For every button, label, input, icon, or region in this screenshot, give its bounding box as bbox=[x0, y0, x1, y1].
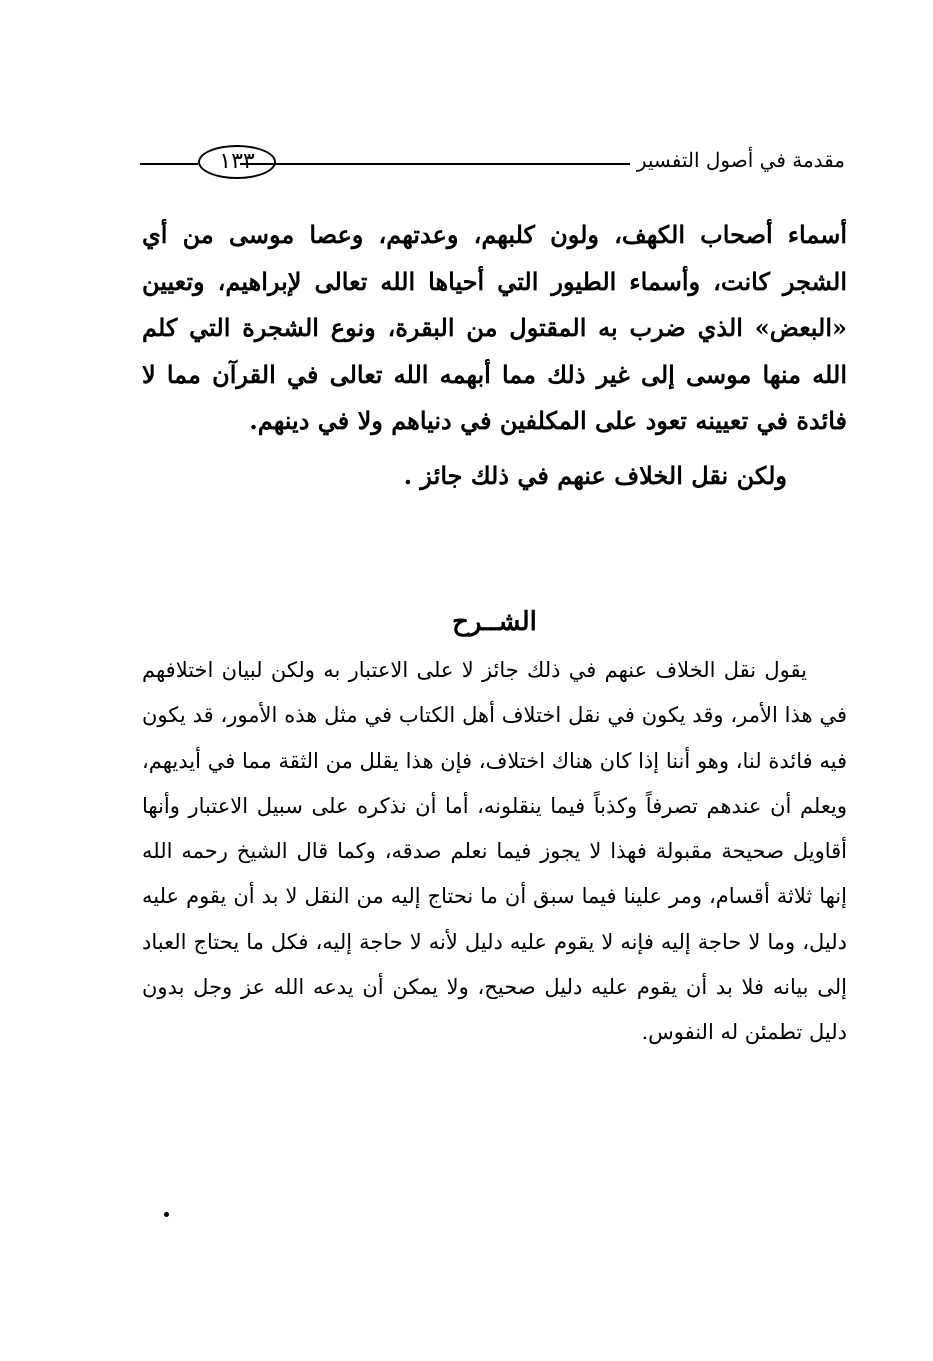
running-header bbox=[140, 140, 845, 184]
page-number: ١٣٣ bbox=[198, 145, 276, 179]
stray-dot-mark bbox=[164, 1212, 169, 1217]
main-text-block bbox=[142, 212, 847, 499]
sharh-paragraph: يقول نقل الخلاف عنهم في ذلك جائز لا على الاعتبار به ولكن لبيان اختلافهم في هذا الأمر، وقد يكون في نقل اختلاف أهل الكتاب في مثل هذه الأمور، قد يكون فيه فائدة لنا، وهو أننا إذا كان هناك اختلاف، فإن هذا يقلل من الثقة مما في أيديهم، ويعلم أن عندهم تصرفاً وكذباً فيما ينقلونه، أما أن نذكره على سبيل الاعتبار وأنها أقاويل صحيحة مقبولة فهذا لا يجوز فيما نعلم صدقه، وكما قال الشيخ رحمه الله إنها ثلاثة أقسام، ومر علينا فيما سبق أن ما نحتاج إليه من النقل لا بد أن يقوم عليه دليل، وما لا حاجة إليه فإنه لا يقوم عليه دليل لأنه لا حاجة إليه، فكل ما يحتاج العباد إلى بيانه فلا بد أن يقوم عليه دليل صحيح، ولا يمكن أن يدعه الله عز وجل بدون دليل تطمئن له النفوس. bbox=[142, 658, 847, 1045]
main-indented-line: ولكن نقل الخلاف عنهم في ذلك جائز . bbox=[403, 460, 787, 490]
sharh-heading: الشــرح bbox=[452, 607, 537, 637]
header-rule bbox=[240, 163, 630, 165]
header-rule-left bbox=[140, 163, 198, 165]
sharh-block bbox=[142, 648, 847, 1056]
header-title: مقدمة في أصول التفسير bbox=[636, 148, 845, 172]
main-paragraph: أسماء أصحاب الكهف، ولون كلبهم، وعدتهم، وعصا موسى من أي الشجر كانت، وأسماء الطيور التي أحياها الله تعالى لإبراهيم، وتعيين «البعض» الذي ضرب به المقتول من البقرة، ونوع الشجرة التي كلم الله منها موسى إلى غير ذلك مما أبهمه الله تعالى في القرآن مما لا فائدة في تعيينه تعود على المكلفين في دنياهم ولا في دينهم. bbox=[142, 220, 848, 435]
